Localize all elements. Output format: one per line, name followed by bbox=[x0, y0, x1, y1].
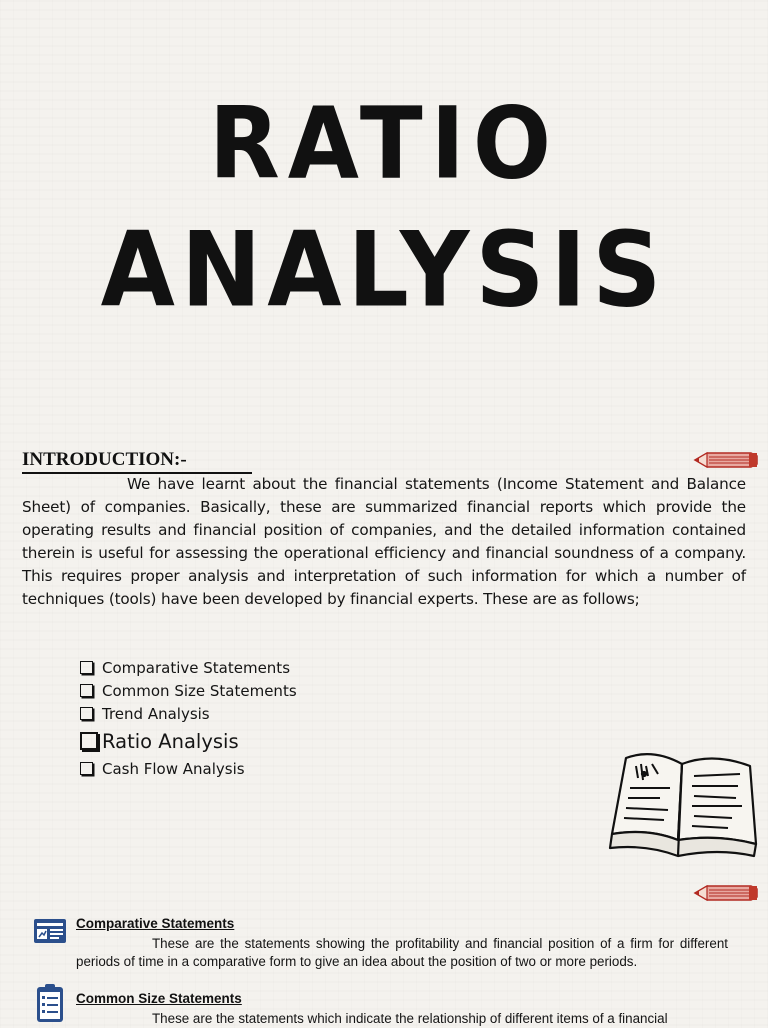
section-body-comparative: These are the statements showing the profitability and financial position of a firm for different periods of time in a comparative form to give an idea about the position of two or more periods. bbox=[76, 936, 728, 969]
checkbox-icon bbox=[80, 732, 98, 750]
checkbox-icon bbox=[80, 707, 93, 720]
list-item: Comparative Statements bbox=[80, 656, 297, 679]
section-body-common-size: These are the statements which indicate the relationship of different items of a financial bbox=[152, 1011, 668, 1026]
checkbox-icon bbox=[80, 762, 93, 775]
pencil-icon bbox=[693, 883, 759, 908]
open-book-icon bbox=[608, 744, 760, 867]
page-title-line2: ANALYSIS bbox=[100, 209, 668, 331]
tools-list bbox=[80, 656, 297, 780]
section-title-comparative: Comparative Statements bbox=[76, 916, 235, 931]
checkbox-icon bbox=[80, 684, 93, 697]
page-title-line1: RATIO bbox=[208, 85, 560, 202]
financial-statement-icon bbox=[33, 918, 67, 949]
section-title-common-size: Common Size Statements bbox=[76, 991, 242, 1006]
pencil-icon bbox=[693, 450, 759, 475]
list-item: Trend Analysis bbox=[80, 702, 297, 725]
introduction-paragraph: We have learnt about the financial statements (Income Statement and Balance Sheet) of companies. Basically, these are summarized financial reports which provide the operating results and financial position of companies, and the detailed information contained therein is useful for assessing the operational efficiency and financial soundness of a company. This requires proper analysis and interpretation of such information for which a number of techniques (tools) have been developed by financial experts. These are as follows; bbox=[22, 475, 746, 608]
checkbox-icon bbox=[80, 661, 93, 674]
list-item: Cash Flow Analysis bbox=[80, 757, 297, 780]
list-item: Common Size Statements bbox=[80, 679, 297, 702]
introduction-heading: INTRODUCTION:- bbox=[22, 449, 252, 474]
clipboard-list-icon bbox=[35, 983, 65, 1028]
list-item: Ratio Analysis bbox=[80, 725, 297, 757]
